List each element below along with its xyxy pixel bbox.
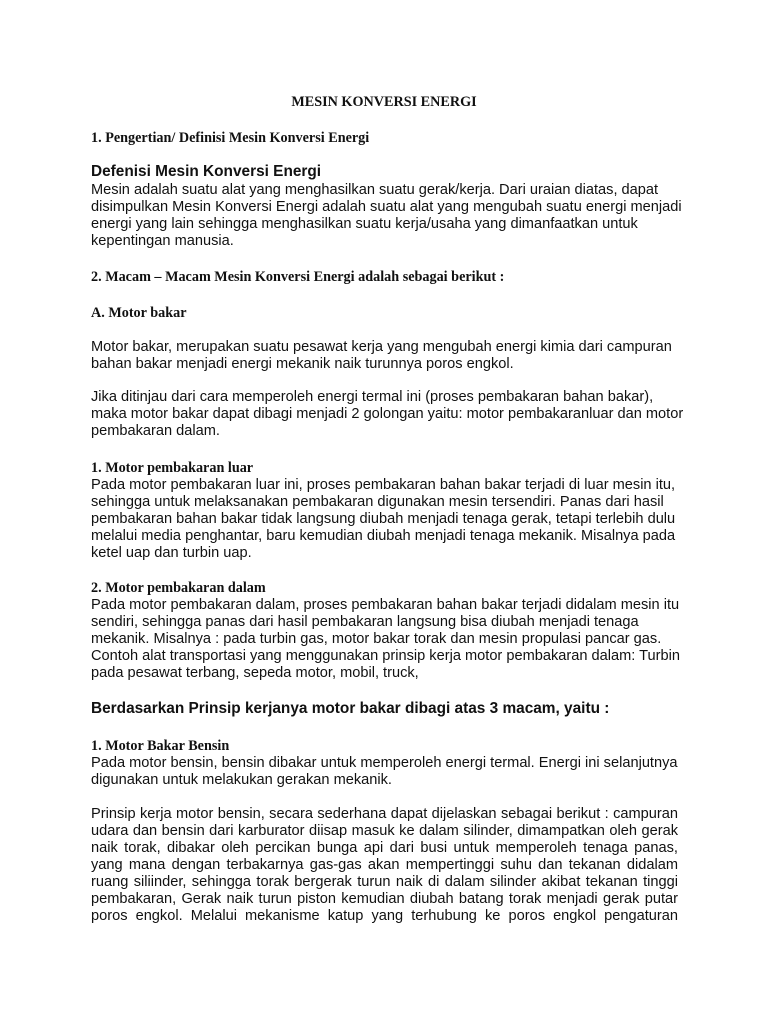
paragraph-line: Pada motor pembakaran dalam, proses pembakaran bahan bakar terjadi didalam mesin itu (91, 597, 680, 613)
section-heading-pembakaran-dalam: 2. Motor pembakaran dalam (91, 580, 266, 596)
paragraph-line: sehingga untuk melaksanakan pembakaran digunakan mesin tersendiri. Panas dari hasil (91, 494, 664, 510)
paragraph-line: Pada motor pembakaran luar ini, proses pembakaran bahan bakar terjadi di luar mesin itu, (91, 477, 676, 493)
paragraph-line: Pada motor bensin, bensin dibakar untuk memperoleh energi termal. Energi ini selanjutnya (91, 755, 678, 771)
paragraph-line: maka motor bakar dapat dibagi menjadi 2 golongan yaitu: motor pembakaranluar dan motor (91, 406, 684, 422)
paragraph-line: sendiri, sehingga panas dari hasil pembakaran langsung bisa diubah menjadi tenaga (91, 614, 639, 630)
paragraph-line: disimpulkan Mesin Konversi Energi adalah suatu alat yang mengubah suatu energi menjadi (91, 199, 682, 215)
paragraph-line: ketel uap dan turbin uap. (91, 545, 252, 561)
paragraph-line: Motor bakar, merupakan suatu pesawat kerja yang mengubah energi kimia dari campuran (91, 339, 672, 355)
section-heading-pengertian: 1. Pengertian/ Definisi Mesin Konversi Energi (91, 130, 370, 146)
paragraph-line: Jika ditinjau dari cara memperoleh energi termal ini (proses pembakaran bahan bakar), (91, 389, 654, 405)
paragraph-line: pembakaran bahan bakar tidak langsung diubah menjadi tenaga gerak, tetapi terlebih dulu (91, 511, 676, 527)
paragraph-line: udara dan bensin dari karburator diisap masuk ke dalam silinder, dimampatkan oleh gerak (91, 823, 678, 839)
section-heading-pembakaran-luar: 1. Motor pembakaran luar (91, 460, 254, 476)
subheading-prinsip-kerja: Berdasarkan Prinsip kerjanya motor bakar dibagi atas 3 macam, yaitu : (91, 700, 610, 717)
paragraph-line: melalui media penghantar, baru kemudian diubah menjadi tenaga mekanik. Misalnya pada (91, 528, 676, 544)
paragraph-line: Prinsip kerja motor bensin, secara sederhana dapat dijelaskan sebagai berikut : campuran (91, 806, 678, 822)
paragraph-line: digunakan untuk melakukan gerakan mekanik. (91, 772, 392, 788)
paragraph-line: ruang siliinder, sehingga torak bergerak turun naik di dalam silinder akibat tekanan tinggi (91, 874, 678, 890)
paragraph-line: Mesin adalah suatu alat yang menghasilkan suatu gerak/kerja. Dari uraian diatas, dapat (91, 182, 659, 198)
paragraph-line: bahan bakar menjadi energi mekanik naik turunnya poros engkol. (91, 356, 514, 372)
paragraph-line: poros engkol. Melalui mekanisme katup yang terhubung ke poros engkol pengaturan (91, 908, 678, 924)
paragraph-line: pembakaran, Gerak naik turun piston kemudian diubah batang torak menjadi gerak putar (91, 891, 678, 907)
paragraph-line: Contoh alat transportasi yang menggunakan prinsip kerja motor pembakaran dalam: Turbin (91, 648, 680, 664)
paragraph-line: energi yang lain sehingga menghasilkan suatu kerja/usaha yang dimanfaatkan untuk (91, 216, 638, 232)
subheading-definisi: Defenisi Mesin Konversi Energi (91, 163, 322, 180)
section-heading-motor-bakar: A. Motor bakar (91, 305, 187, 321)
paragraph-line: pembakaran dalam. (91, 423, 220, 439)
paragraph-line: yang mana dengan terbakarnya gas-gas akan mempertinggi suhu dan tekanan didalam (91, 857, 678, 873)
paragraph-line: pada pesawat terbang, sepeda motor, mobil, truck, (91, 665, 419, 681)
section-heading-motor-bensin: 1. Motor Bakar Bensin (91, 738, 230, 754)
paragraph-line: kepentingan manusia. (91, 233, 234, 249)
document-title: MESIN KONVERSI ENERGI (291, 94, 477, 110)
paragraph-line: mekanik. Misalnya : pada turbin gas, motor bakar torak dan mesin propulasi pancar gas. (91, 631, 662, 647)
paragraph-line: naik torak, dibakar oleh percikan bunga api dari busi untuk memperoleh tenaga panas, (91, 840, 678, 856)
section-heading-macam: 2. Macam – Macam Mesin Konversi Energi adalah sebagai berikut : (91, 269, 505, 285)
